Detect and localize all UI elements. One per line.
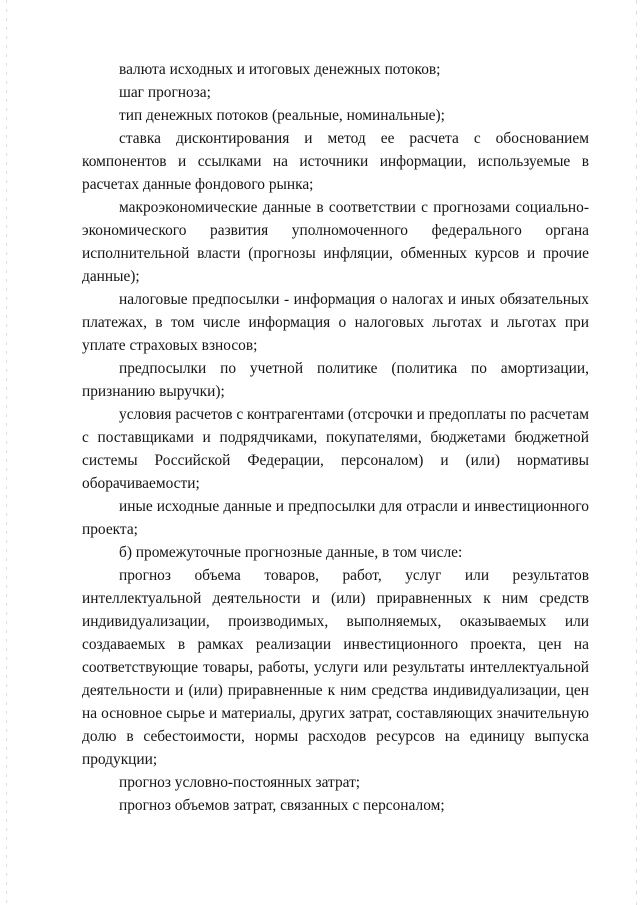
paragraph-personnel-costs: прогноз объемов затрат, связанных с персоналом;: [119, 797, 445, 814]
paragraph-currency: валюта исходных и итоговых денежных потоков;: [119, 61, 441, 78]
paragraph-counterparty-terms: условия расчетов с контрагентами (отсрочки и предоплаты по расчетам с поставщиками и подрядчиками, покупателями, бюджетами бюджетной системы Российской Федерации, персоналом) и (или) нормативы оборачиваемости;: [82, 406, 589, 492]
paragraph-tax-assumptions: налоговые предпосылки - информация о налогах и иных обязательных платежах, в том числе информация о налоговых льготах и льготах при уплате страховых взносов;: [82, 291, 589, 354]
paragraph-intermediate-heading: б) промежуточные прогнозные данные, в том числе:: [119, 544, 463, 561]
paragraph-fixed-costs: прогноз условно-постоянных затрат;: [119, 774, 361, 791]
paragraph-volume-forecast: прогноз объема товаров, работ, услуг или результатов интеллектуальной деятельности и (или) приравненных к ним средств индивидуализации, производимых, выполняемых, оказываемых или создаваемых в рамках реализации инвестиционного проекта, цен на соответствующие товары, работы, услуги или результаты интеллектуальной деятельности и (или) приравненные к ним средства индивидуализации, цен на основное сырье и материалы, других затрат, составляющих значительную долю в себестоимости, нормы расходов ресурсов на единицу выпуска продукции;: [82, 567, 589, 768]
paragraph-accounting-policy: предпосылки по учетной политике (политика по амортизации, признанию выручки);: [82, 360, 589, 400]
scan-edge-right: [636, 0, 637, 905]
scan-edge-left: [6, 0, 7, 905]
paragraph-cashflow-type: тип денежных потоков (реальные, номинальные);: [119, 107, 445, 124]
document-body: [82, 58, 589, 817]
paragraph-discount-rate: ставка дисконтирования и метод ее расчета с обоснованием компонентов и ссылками на источники информации, используемые в расчетах данные фондового рынка;: [82, 130, 589, 193]
paragraph-other-inputs: иные исходные данные и предпосылки для отрасли и инвестиционного проекта;: [82, 498, 589, 538]
paragraph-forecast-step: шаг прогноза;: [119, 84, 211, 101]
paragraph-macro-data: макроэкономические данные в соответствии с прогнозами социально-экономического развития уполномоченного федерального органа исполнительной власти (прогнозы инфляции, обменных курсов и прочие данные);: [82, 199, 589, 285]
